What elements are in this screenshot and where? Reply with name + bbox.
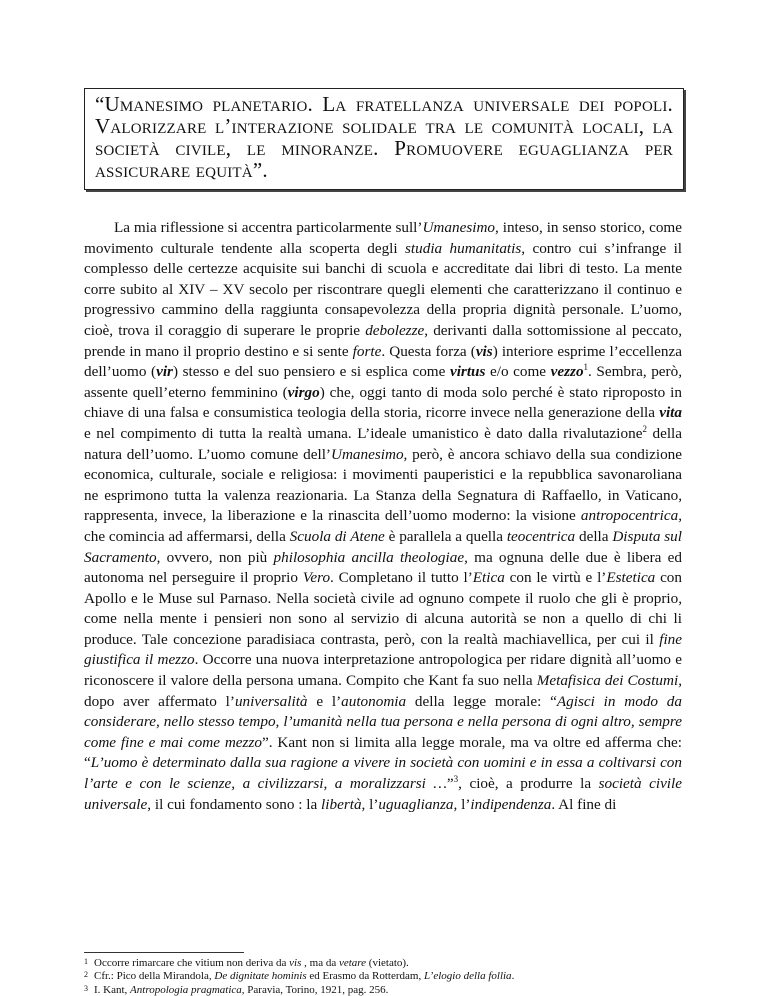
italic-run: Scuola di Atene (289, 527, 385, 545)
main-text (84, 218, 682, 815)
italic-run: studia humanitatis (405, 239, 522, 257)
text-run: , però, è ancora schiavo della sua condizione economica, culturale, sociale e religiosa: i movimenti pauperistici e la repubblica savonaroliana ne esprimono tutta la valenza reazionaria. La Stanza della Segnatura di Raffaello, in Vaticano, rappresenta, invece, la liberazione e la rinascita dell’uomo moderno: la visione (84, 445, 682, 525)
italic-run: Antropologia pragmatica (130, 983, 242, 996)
text-run: , ma ognuna delle due è libera ed autonoma nel perseguire il proprio (84, 548, 683, 587)
italic-run: philosophia ancilla theologiae (273, 548, 465, 566)
italic-run: società civile universale (84, 775, 682, 813)
italic-run: vis (289, 957, 302, 969)
text-run: , il cui fondamento sono : la (147, 795, 322, 813)
text-run: I. Kant, (94, 983, 131, 996)
italic-run: fine giustifica il mezzo (84, 630, 682, 669)
text-run: , derivanti dalla sottomissione al peccato, prende in mano il proprio destino e si sente (84, 321, 682, 360)
text-run: . Completano il tutto l’ (330, 569, 473, 587)
paragraph (84, 218, 682, 815)
text-run: della natura dell’uomo. L’uomo comune dell’ (84, 424, 683, 463)
italic-run: De dignitate hominis (214, 970, 307, 983)
footnote-divider (84, 952, 244, 953)
text-run: ) interiore esprime l’eccellenza dell’uomo ( (84, 342, 682, 381)
footnote-ref: 3 (453, 773, 459, 784)
text-run: con Apollo e le Muse sul Parnaso. Nella società civile ad ognuno compete il ruolo che gli è proprio, come nella mente i pensieri non sono al servizio di alcuna autorità se non a quello di chi li produce. Tale concezione paradisiaca contrasta, però, con la realtà machiavellica, per cui il (84, 569, 682, 648)
text-run: ) che, oggi tanto di moda solo perché è stato riproposto in chiave di una falsa e consumistica teologia della storia, ricorre invece nella generazione della (84, 383, 682, 422)
text-run: , ma da (301, 957, 339, 969)
footnote-number: 3 (84, 983, 88, 993)
italic-run: Etica (472, 569, 505, 587)
text-run: . Sembra, però, assente quell’eterno femminino ( (84, 363, 682, 401)
text-run: e nel compimento di tutta la realtà umana. L’ideale umanistico è dato dalla rivalutazione (84, 424, 643, 442)
text-run: , l’ (453, 795, 471, 813)
text-run: . (511, 970, 515, 983)
italic-run: universalità (234, 692, 308, 710)
italic-run: libertà (321, 795, 362, 813)
italic-run: L’uomo è determinato dalla sua ragione a vivere in società con uomini e in essa a coltivarsi con l’arte e con le scienze, a civilizzarsi, a moralizzarsi … (84, 754, 682, 793)
text-run: , dopo aver affermato l’ (84, 672, 682, 710)
bold-italic-run: vezzo (550, 363, 584, 381)
italic-run: Metafisica dei Costumi (536, 672, 679, 690)
bold-italic-run: vir (156, 363, 173, 381)
text-run: . Occorre una nuova interpretazione antropologica per ridare dignità all’uomo e riconoscere il valore della persona umana. Compito che Kant fa suo nella (84, 651, 683, 690)
italic-run: Agisci in modo da considerare, nello stesso tempo, l’umanità nella tua persona e nella persona di ogni altro, sempre come fine e mai come mezzo (84, 692, 682, 751)
footnote-number: 1 (84, 957, 88, 966)
footnote-2 (84, 969, 684, 982)
italic-run: indipendenza (470, 795, 552, 813)
footnote-1 (84, 956, 684, 969)
bold-italic-run: vis (475, 342, 493, 360)
bold-italic-run: virgo (287, 383, 320, 401)
text-run: della legge morale: “ (406, 692, 557, 710)
text-run: , l’ (361, 795, 379, 813)
text-run: e l’ (307, 692, 342, 710)
footnote-3 (84, 983, 684, 996)
italic-run: Umanesimo (422, 219, 496, 236)
title-box-text: “Umanesimo planetario. La fratellanza universale dei popoli. Valorizzare l’interazione solidale tra le comunità locali, la società civile, le minoranze. Promuovere eguaglianza per assicurare equità”. (95, 92, 673, 182)
text-run: . Al fine di (551, 795, 617, 813)
italic-run: uguaglianza (378, 795, 454, 813)
italic-run: teocentrica (506, 527, 576, 545)
text-run: è parallela a quella (384, 527, 507, 545)
text-run: , che comincia ad affermarsi, della (84, 507, 682, 545)
text-run: della (575, 527, 613, 545)
text-run: , contro cui s’infrange il complesso delle certezze acquisite sui banchi di scuola e accreditate dai libri di testo. La mente corre subito al XIV – XV secolo per riscontrare quegli elementi che caratterizzano il continuo e progressivo cammino della raggiunta consapevolezza della propria dignità personale. L’uomo, cioè, trova il coraggio di superare le proprie (84, 239, 683, 339)
italic-run: forte (352, 342, 382, 360)
italic-run: Umanesimo (330, 445, 404, 463)
text-run: (vietato). (366, 957, 409, 969)
text-run: ) stesso e del suo pensiero e si esplica come (172, 363, 450, 381)
italic-run: L’elogio della follia (423, 970, 512, 983)
text-run: Occorre rimarcare che vitium non deriva da (94, 957, 290, 969)
footnote-ref: 2 (642, 423, 647, 434)
text-run: , ovvero, non più (156, 548, 274, 566)
text-run: e/o come (485, 363, 551, 381)
text-run: ” (446, 775, 454, 793)
bold-italic-run: virtus (449, 363, 486, 381)
italic-run: Estetica (606, 569, 656, 587)
text-run: , Paravia, Torino, 1921, pag. 256. (241, 983, 389, 996)
footnote-ref: 1 (583, 362, 589, 373)
italic-run: antropocentrica (580, 507, 679, 525)
italic-run: Vero (302, 569, 331, 587)
text-run: ”. Kant non si limita alla legge morale, ma va oltre ed afferma che: “ (84, 733, 682, 772)
text-run: con le virtù e l’ (504, 569, 607, 587)
text-run: La mia riflessione si accentra particolarmente sull’ (114, 219, 423, 236)
italic-run: vetare (338, 957, 367, 969)
italic-run: debolezze (365, 321, 425, 339)
text-run: Cfr.: Pico della Mirandola, (94, 970, 215, 983)
bold-italic-run: vita (659, 404, 682, 422)
italic-run: autonomia (341, 692, 407, 710)
italic-run: Disputa sul Sacramento (84, 527, 682, 566)
text-run: . Questa forza ( (381, 342, 476, 360)
text-run: , inteso, in senso storico, come movimento culturale tendente alla scoperta degli (84, 219, 682, 257)
footnotes (84, 956, 684, 996)
text-run: , cioè, a produrre la (458, 775, 599, 793)
footnote-number: 2 (84, 970, 88, 980)
title-box (84, 88, 684, 190)
text-run: ed Erasmo da Rotterdam, (306, 970, 424, 983)
